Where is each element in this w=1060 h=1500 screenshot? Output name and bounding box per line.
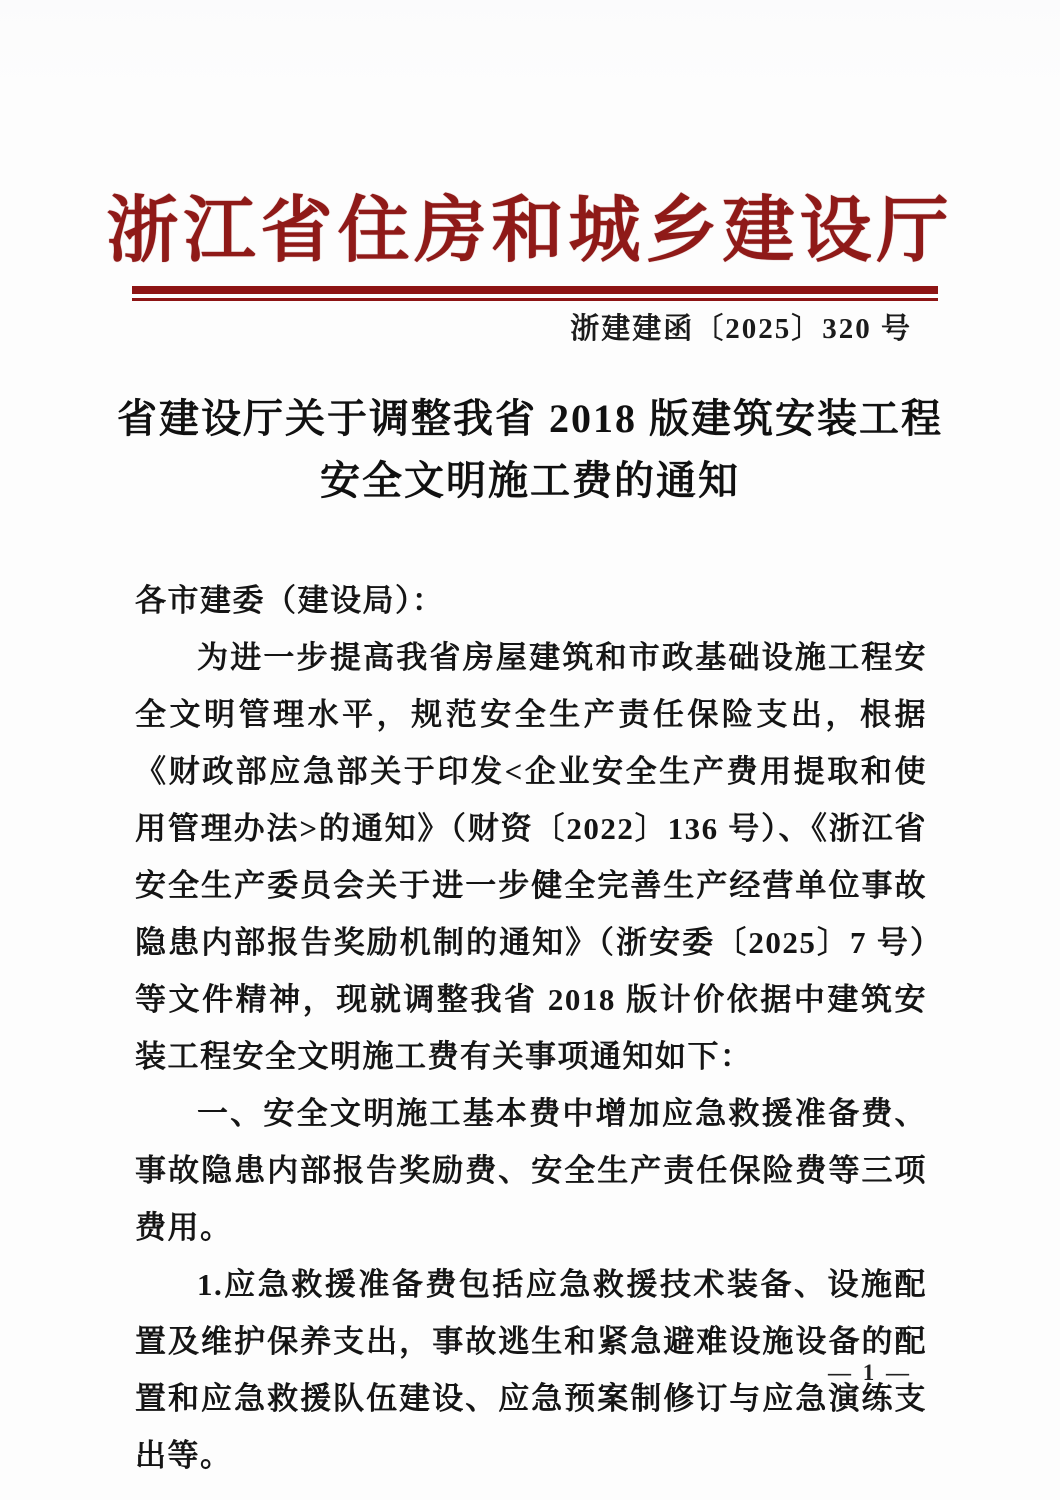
body-paragraph: 为进一步提高我省房屋建筑和市政基础设施工程安全文明管理水平，规范安全生产责任保险支出，根据《财政部应急部关于印发<企业安全生产费用提取和使用管理办法>的通知》（财资〔2022〕136 号）、《浙江省安全生产委员会关于进一步健全完善生产经营单位事故隐患内部报告奖励机制的通知》（浙安委〔2025〕7 号）等文件精神，现就调整我省 2018 版计价依据中建筑安装工程安全文明施工费有关事项通知如下： xyxy=(135,640,927,1074)
document-title-line1: 省建设厅关于调整我省 2018 版建筑安装工程 xyxy=(117,396,943,441)
document-reference-number: 浙建建函〔2025〕320 号 xyxy=(570,313,912,345)
page-number: — 1 — xyxy=(828,1360,912,1385)
salutation: 各市建委（建设局）： xyxy=(135,583,445,618)
document-title-line2: 安全文明施工费的通知 xyxy=(320,458,740,503)
body-paragraph: 一、安全文明施工基本费中增加应急救援准备费、事故隐患内部报告奖励费、安全生产责任保险费等三项费用。 xyxy=(135,1096,927,1245)
document-title xyxy=(0,388,1060,512)
rule-thick-line xyxy=(132,286,938,294)
agency-letterhead: 浙江省住房和城乡建设厅 xyxy=(106,191,954,271)
letterhead-double-rule xyxy=(132,286,938,301)
rule-thin-line xyxy=(132,298,938,301)
body-paragraph: 1.应急救援准备费包括应急救援技术装备、设施配置及维护保养支出，事故逃生和紧急避难设施设备的配置和应急救援队伍建设、应急预案制修订与应急演练支出等。 xyxy=(135,1267,927,1473)
document-body xyxy=(135,572,927,1484)
